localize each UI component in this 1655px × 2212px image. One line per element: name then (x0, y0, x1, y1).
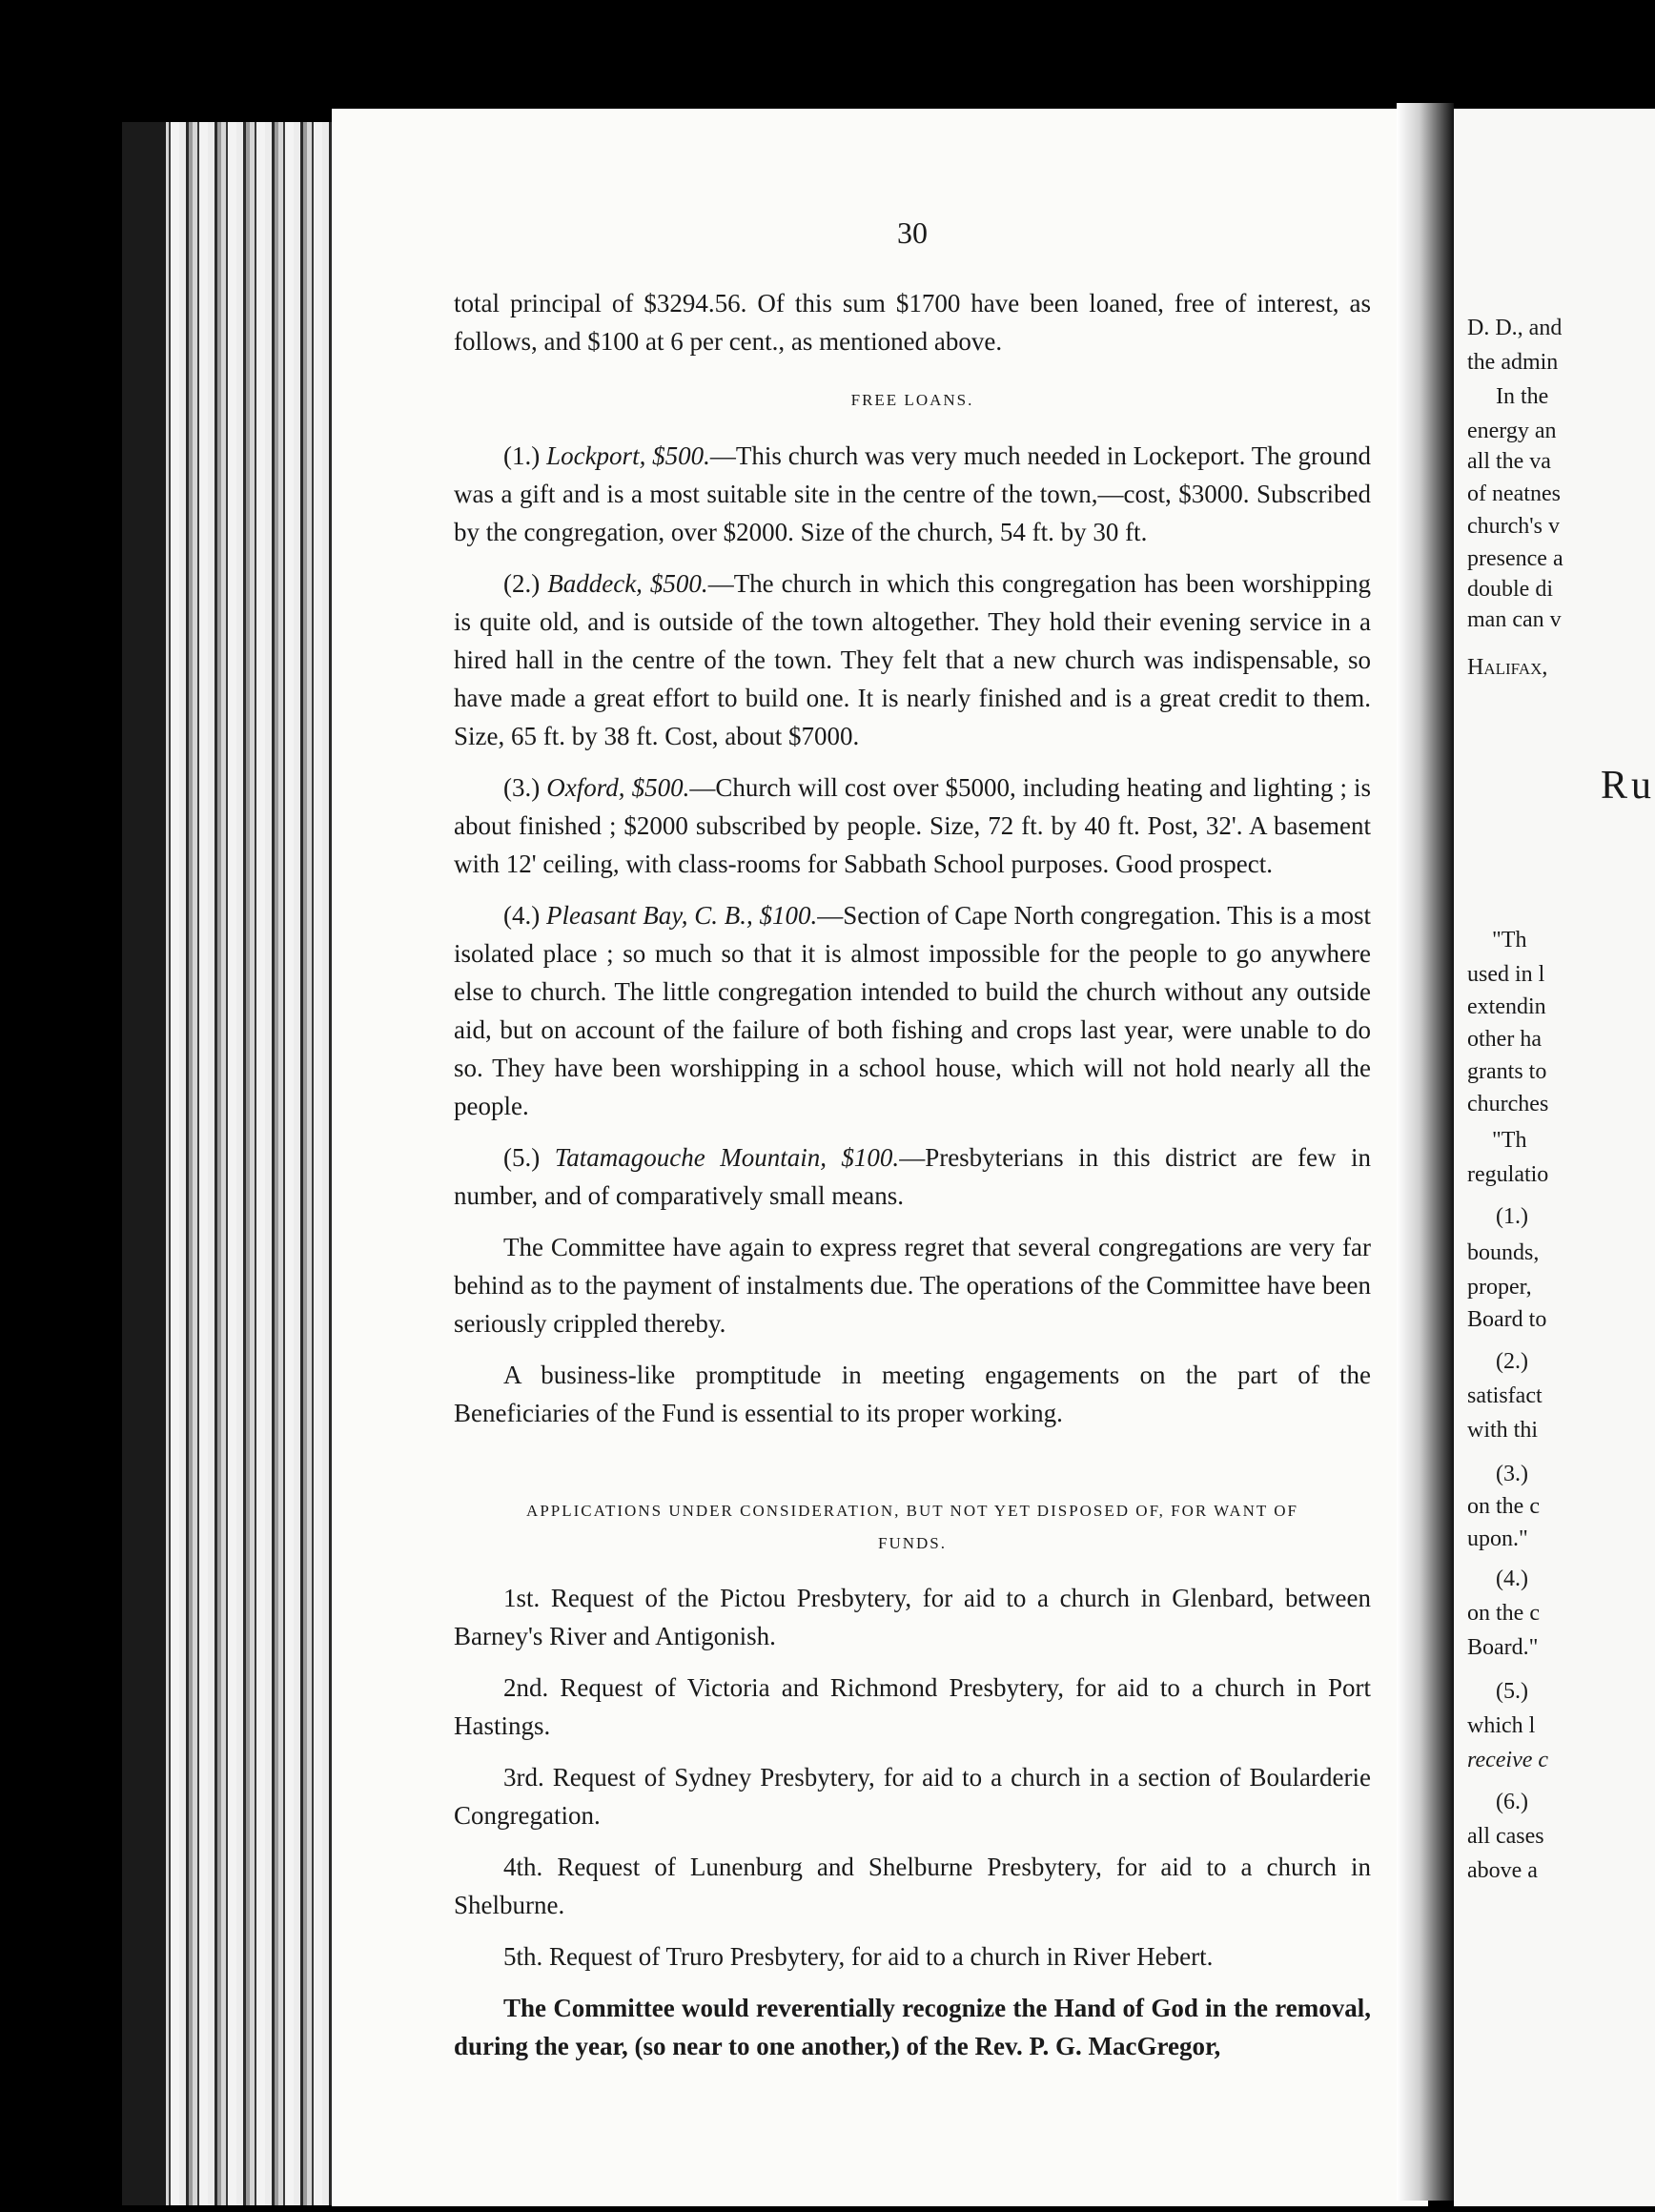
adjacent-page-heading: Ru (1601, 764, 1655, 808)
adjacent-page-line: church's v (1467, 514, 1560, 539)
adjacent-page-fragment (1454, 109, 1655, 2206)
loan-item (454, 768, 1371, 883)
adjacent-page-line: man can v (1467, 607, 1562, 632)
adjacent-page-line: grants to (1467, 1059, 1547, 1084)
request-text: Request of Sydney Presbytery, for aid to a church in a section of Boularderie Congregation. (454, 1763, 1371, 1830)
adjacent-page-line: all the va (1467, 449, 1551, 474)
loan-text: —The church in which this congregation has been worshipping is quite old, and is outside of the town altogether. They hold their evening service in a hired hall in the centre of the town. They felt that a new church was indispensable, so have made a great effort to build one. It is nearly finished and is a great credit to them. Size, 65 ft. by 38 ft. Cost, about $7000. (454, 569, 1371, 750)
loan-item (454, 564, 1371, 755)
page-content (454, 214, 1371, 2065)
adjacent-page-line: Halifax, (1467, 655, 1548, 680)
request-ordinal: 2nd. (503, 1673, 549, 1702)
adjacent-page-line: churches (1467, 1092, 1549, 1116)
loan-text: —Presbyterians in this district are few in number, and of comparatively small means. (454, 1143, 1371, 1210)
loan-number: (5.) (503, 1143, 541, 1172)
adjacent-page-line: In the (1496, 384, 1549, 409)
adjacent-page-line: bounds, (1467, 1240, 1540, 1265)
adjacent-page-line: upon." (1467, 1526, 1528, 1551)
loan-number: (4.) (503, 901, 541, 930)
adjacent-page-line: (6.) (1496, 1790, 1528, 1814)
request-item (454, 1758, 1371, 1834)
loan-text: —This church was very much needed in Lockeport. The ground was a gift and is a most suitable site in the centre of the town,—cost, $3000. Subscribed by the congregation, over $2000. Size of the church, 54 ft. by 30 ft. (454, 441, 1372, 546)
applications-heading: APPLICATIONS UNDER CONSIDERATION, BUT NOT YET DISPOSED OF, FOR WANT OF FUNDS. (526, 1502, 1298, 1552)
book-spine-shadow (1397, 103, 1454, 2201)
loan-place: Baddeck, $500. (547, 569, 708, 598)
document-page (332, 109, 1428, 2206)
adjacent-page-line: receive c (1467, 1748, 1549, 1772)
request-ordinal: 5th. (503, 1942, 543, 1971)
request-text: Request of Lunenburg and Shelburne Presbytery, for aid to a church in Shelburne. (454, 1853, 1372, 1919)
loan-place: Pleasant Bay, C. B., $100. (546, 901, 818, 930)
adjacent-page-line: of neatnes (1467, 481, 1561, 506)
request-ordinal: 4th. (503, 1853, 543, 1881)
request-item (454, 1579, 1371, 1655)
adjacent-page-line: which l (1467, 1713, 1536, 1738)
request-ordinal: 1st. (503, 1584, 541, 1612)
adjacent-page-line: proper, (1467, 1275, 1532, 1300)
adjacent-page-line: D. D., and (1467, 316, 1563, 340)
regret-paragraph: The Committee have again to express regret that several congregations are very far behind as to the payment of instalments due. The operations of the Committee have been seriously crippled thereby. (454, 1233, 1371, 1338)
adjacent-page-line: regulatio (1467, 1162, 1549, 1187)
closing-paragraph: The Committee would reverentially recognize the Hand of God in the removal, during the year, (so near to one another,) of the Rev. P. G. MacGregor, (454, 1994, 1371, 2060)
adjacent-page-line: presence a (1467, 546, 1563, 571)
adjacent-page-line: all cases (1467, 1824, 1544, 1849)
adjacent-page-line: with thi (1467, 1418, 1539, 1443)
adjacent-page-line: (2.) (1496, 1349, 1528, 1374)
loan-place: Tatamagouche Mountain, $100. (554, 1143, 900, 1172)
adjacent-page-line: satisfact (1467, 1383, 1543, 1408)
request-text: Request of Victoria and Richmond Presbytery, for aid to a church in Port Hastings. (454, 1673, 1372, 1740)
adjacent-page-line: (4.) (1496, 1567, 1528, 1591)
loan-number: (1.) (503, 441, 541, 470)
loan-item (454, 1138, 1371, 1215)
adjacent-page-line: above a (1467, 1858, 1538, 1883)
adjacent-page-line: (1.) (1496, 1204, 1528, 1229)
adjacent-page-line: Board." (1467, 1635, 1539, 1660)
loan-text: —Section of Cape North congregation. This is a most isolated place ; so much so that it is almost impossible for the people to go anywhere else to church. The little congregation intended to build the church without any outside aid, but on account of the failure of both fishing and crops last year, were unable to do so. They have been worshipping in a school house, which will not hold nearly all the people. (454, 901, 1371, 1120)
opening-paragraph: total principal of $3294.56. Of this sum $1700 have been loaned, free of interest, as follows, and $100 at 6 per cent., as mentioned above. (454, 289, 1371, 356)
request-item (454, 1848, 1371, 1924)
adjacent-page-line: Board to (1467, 1307, 1547, 1332)
loan-number: (2.) (503, 569, 541, 598)
request-item (454, 1937, 1371, 1976)
page-number: 30 (897, 215, 928, 250)
adjacent-page-line: energy an (1467, 419, 1557, 443)
adjacent-page-line: (5.) (1496, 1679, 1528, 1704)
request-ordinal: 3rd. (503, 1763, 544, 1792)
adjacent-page-line: "Th (1492, 1128, 1527, 1153)
loan-place: Lockport, $500. (546, 441, 710, 470)
loan-item (454, 896, 1371, 1125)
adjacent-page-line: other ha (1467, 1027, 1542, 1052)
loan-text: —Church will cost over $5000, including heating and lighting ; is about finished ; $2000 subscribed by people. Size, 72 ft. by 40 ft. Post, 32'. A basement with 12' ceiling, with class-rooms for Sabbath School purposes. Good prospect. (454, 773, 1372, 878)
adjacent-page-line: used in l (1467, 962, 1545, 987)
adjacent-page-line: extendin (1467, 994, 1546, 1019)
request-text: Request of Truro Presbytery, for aid to a church in River Hebert. (549, 1942, 1214, 1971)
adjacent-page-line: double di (1467, 577, 1553, 602)
adjacent-page-line: on the c (1467, 1494, 1540, 1519)
adjacent-page-line: "Th (1492, 928, 1527, 952)
request-item (454, 1669, 1371, 1745)
loan-item (454, 437, 1371, 551)
free-loans-heading: FREE LOANS. (850, 391, 974, 409)
adjacent-page-line: (3.) (1496, 1462, 1528, 1486)
adjacent-page-line: on the c (1467, 1601, 1540, 1626)
loan-number: (3.) (503, 773, 541, 802)
loan-place: Oxford, $500. (546, 773, 690, 802)
adjacent-page-line: the admin (1467, 350, 1559, 375)
request-text: Request of the Pictou Presbytery, for aid to a church in Glenbard, between Barney's River and Antigonish. (454, 1584, 1371, 1650)
promptitude-paragraph: A business-like promptitude in meeting engagements on the part of the Beneficiaries of the Fund is essential to its proper working. (454, 1361, 1371, 1427)
